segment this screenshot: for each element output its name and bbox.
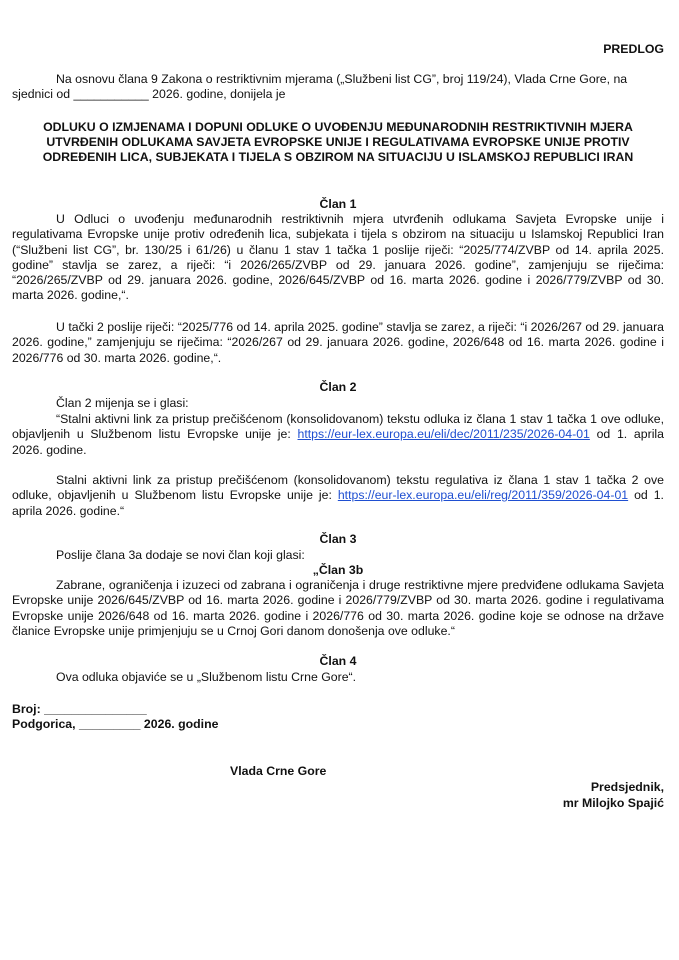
clan2-para1-end: od 1. aprila 2026. godine. (12, 427, 664, 457)
clan2-paragraph-2 (12, 473, 664, 519)
clan1-paragraph-2: U tački 2 poslije riječi: “2025/776 od 14. aprila 2025. godine” stavlja se zarez, a riječi: “i 2026/267 od 29. januara 2026. godine,” zamjenjuju se riječima: “2026/267 od 29. januara 2026. godine, 2026/648 od 16. marta 2026. godine i 2026/776 od 30. marta 2026. godine,“. (12, 320, 664, 365)
clan3b-heading: „Član 3b (312, 563, 364, 577)
clan3b-paragraph: Zabrane, ograničenja i izuzeci od zabrana i ograničenja i druge restriktivne mjere predviđene odlukama Savjeta Evropske unije 2026/645/ZVBP od 16. marta 2026. godine i 2026/779/ZVBP od 30. marta 2026. godine i regulativama Evropske unije 2026/648 od 16. marta 2026. godine i 2026/776 od 30. marta 2026. godine koje se odnose na države članice Evropske unije primjenjuju se u Crnoj Gori danom donošenja ove odluke.“ (12, 578, 664, 638)
predlog-label: PREDLOG (603, 42, 664, 56)
clan4-line: Ova odluka objaviće se u „Službenom listu Crne Gore“. (56, 670, 357, 684)
clan4-heading: Član 4 (319, 654, 357, 668)
clan1-heading: Član 1 (319, 197, 357, 211)
eur-lex-regulation-link[interactable]: https://eur-lex.europa.eu/eli/reg/2011/359/2026-04-01 (337, 488, 629, 503)
eur-lex-decision-link[interactable]: https://eur-lex.europa.eu/eli/dec/2011/235/2026-04-01 (297, 427, 590, 442)
clan3-intro-line: Poslije člana 3a dodaje se novi član koji glasi: (56, 548, 305, 562)
title-line-3: ODREĐENIH LICA, SUBJEKATA I TIJELA S OBZIROM NA SITUACIJU U ISLAMSKOJ REPUBLICI IRAN (42, 150, 634, 164)
title-line-1: ODLUKU O IZMJENAMA I DOPUNI ODLUKE O UVOĐENJU MEĐUNARODNIH RESTRIKTIVNIH MJERA (43, 120, 633, 134)
title-line-2: UTVRĐENIH ODLUKAMA SAVJETA EVROPSKE UNIJE I REGULATIVAMA EVROPSKE UNIJE PROTIV (46, 135, 630, 149)
vlada-signature-label: Vlada Crne Gore (230, 764, 327, 778)
document-title (12, 120, 664, 165)
clan2-heading: Član 2 (319, 380, 357, 394)
clan3-heading: Član 3 (319, 532, 357, 546)
broj-field: Broj: _______________ (12, 702, 147, 716)
signatory-name: mr Milojko Spajić (562, 796, 664, 810)
clan2-intro-line: Član 2 mijenja se i glasi: (56, 396, 189, 410)
clan2-para2-end: od 1. aprila 2026. godine.“ (12, 488, 664, 518)
place-date-field: Podgorica, _________ 2026. godine (12, 717, 219, 731)
clan2-para1-text: “Stalni aktivni link za pristup prečišćenom (konsolidovanom) tekstu odluka iz člana 1 stav 1 tačka 1 ove odluke, objavljenih u Službenom listu Evropske unije je: (12, 412, 664, 442)
clan1-paragraph-1: U Odluci o uvođenju međunarodnih restriktivnih mjera utvrđenih odlukama Savjeta Evropske unije i regulativama Evropske unije protiv određenih lica, subjekata i tijela s obzirom na situaciju u Islamskoj Republici Iran (“Službeni list CG”, br. 130/25 i 61/26) u članu 1 stav 1 tačka 1 poslije riječi: “2025/774/ZVBP od 14. aprila 2025. godine” stavlja se zarez, a riječi: “i 2026/265/ZVBP od 29. januara 2026. godine”, zamjenjuju se riječima: “2026/265/ZVBP od 29. januara 2026. godine, 2026/645/ZVBP od 16. marta 2026. godine i 2026/779/ZVBP od 30. marta 2026. godine,“. (12, 212, 664, 303)
clan2-para2-text: Stalni aktivni link za pristup prečišćenom (konsolidovanom) tekstu regulativa iz člana 1 stav 1 tačka 2 ove odluke, objavljenih u Službenom listu Evropske unije je: (12, 473, 664, 503)
clan2-paragraph-1 (12, 412, 664, 458)
signatory-title: Predsjednik, (590, 780, 664, 794)
intro-paragraph: Na osnovu člana 9 Zakona o restriktivnim mjerama („Službeni list CG”, broj 119/24), Vlada Crne Gore, na sjednici od ___________ 2026. godine, donijela je (12, 72, 628, 102)
